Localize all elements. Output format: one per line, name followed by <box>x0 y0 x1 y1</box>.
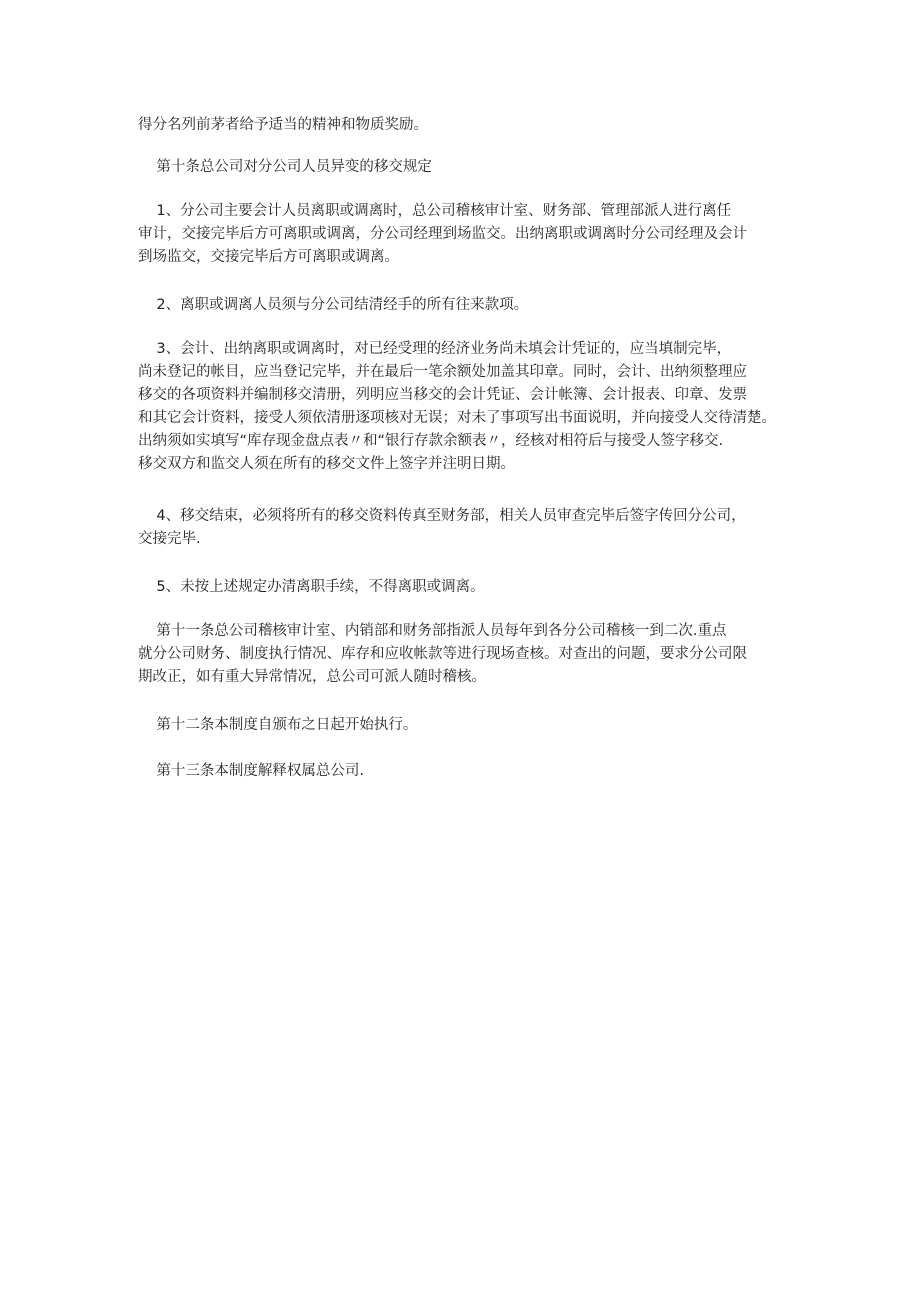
text-line: 期改正，如有重大异常情况，总公司可派人随时稽核。 <box>138 669 486 685</box>
paragraph-item-1 <box>138 200 808 269</box>
text-line: 得分名列前茅者给予适当的精神和物质奖励。 <box>138 117 428 133</box>
text-line: 和其它会计资料，接受人须依清册逐项核对无误；对未了事项写出书面说明，并向接受人交待清楚。 <box>138 410 776 426</box>
text-line: 到场监交，交接完毕后方可离职或调离。 <box>138 249 399 265</box>
text-line: 3、会计、出纳离职或调离时，对已经受理的经济业务尚未填会计凭证的，应当填制完毕， <box>138 341 732 357</box>
text-line: 第十一条总公司稽核审计室、内销部和财务部指派人员每年到各分公司稽核一到二次.重点 <box>138 623 727 639</box>
paragraph-item-2 <box>138 294 808 317</box>
text-line: 第十三条本制度解释权属总公司. <box>138 763 365 779</box>
text-line: 4、移交结束，必须将所有的移交资料传真至财务部，相关人员审查完毕后签字传回分公司， <box>138 508 746 524</box>
text-line: 交接完毕. <box>138 531 201 547</box>
paragraph-article-10-heading <box>138 156 808 179</box>
text-line: 移交的各项资料并编制移交清册，列明应当移交的会计凭证、会计帐簿、会计报表、印章、发票 <box>138 387 747 403</box>
paragraph-item-3 <box>138 338 808 476</box>
paragraph-item-4 <box>138 505 808 551</box>
text-line: 出纳须如实填写“库存现金盘点表〃和“银行存款余额表〃，经核对相符后与接受人签字移交. <box>138 433 724 449</box>
paragraph-article-13 <box>138 760 808 783</box>
paragraph-item-5 <box>138 576 808 599</box>
text-line: 第十二条本制度自颁布之日起开始执行。 <box>138 717 418 733</box>
text-line: 审计，交接完毕后方可离职或调离，分公司经理到场监交。出纳离职或调离时分公司经理及会计 <box>138 226 747 242</box>
text-line: 5、未按上述规定办清离职手续，不得离职或调离。 <box>138 579 485 595</box>
text-line: 移交双方和监交人须在所有的移交文件上签字并注明日期。 <box>138 456 515 472</box>
text-line: 第十条总公司对分公司人员异变的移交规定 <box>138 159 432 175</box>
text-line: 尚未登记的帐目，应当登记完毕，并在最后一笔余额处加盖其印章。同时，会计、出纳须整理应 <box>138 364 747 380</box>
text-line: 2、离职或调离人员须与分公司结清经手的所有往来款项。 <box>138 297 529 313</box>
paragraph-article-11 <box>138 620 808 689</box>
paragraph-article-12 <box>138 714 808 737</box>
text-line: 就分公司财务、制度执行情况、库存和应收帐款等进行现场查核。对查出的问题，要求分公司限 <box>138 646 747 662</box>
paragraph-reward <box>138 114 808 137</box>
text-line: 1、分公司主要会计人员离职或调离时，总公司稽核审计室、财务部、管理部派人进行离任 <box>138 203 732 219</box>
